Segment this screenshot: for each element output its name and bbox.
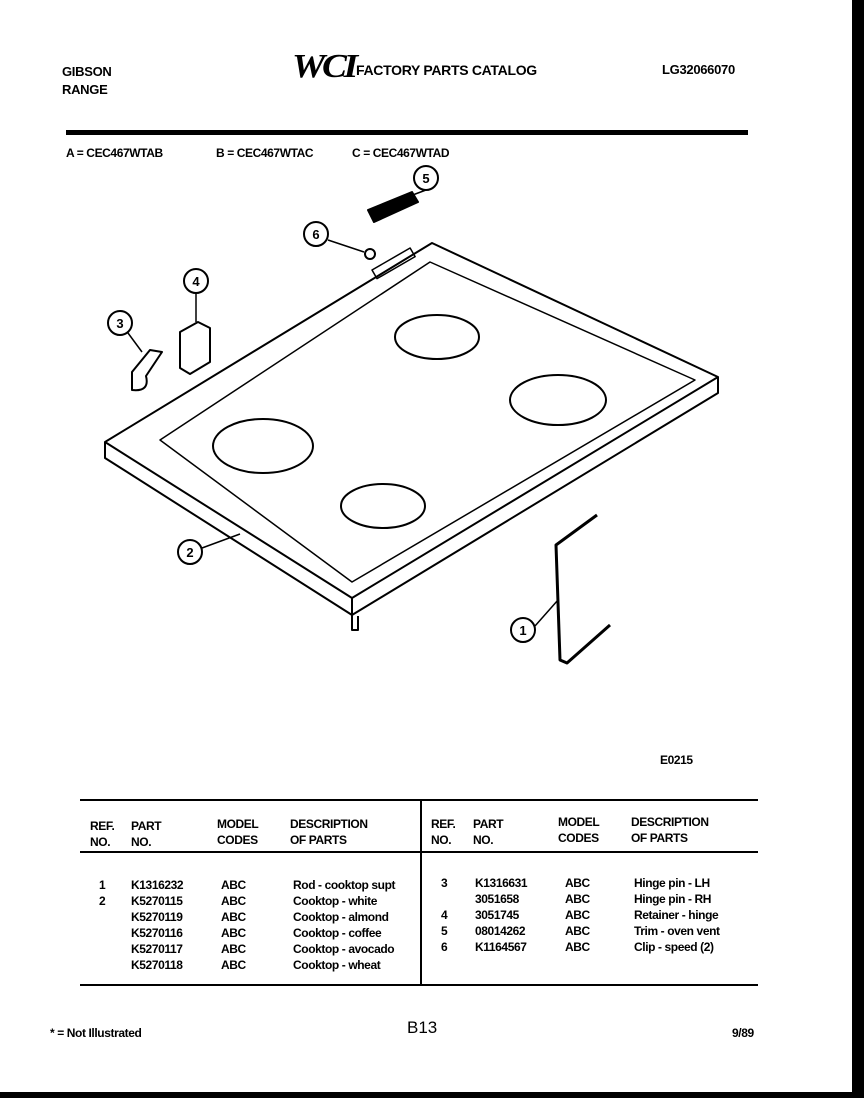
callout-5: 5	[422, 171, 430, 186]
cell-part: K5270117	[131, 942, 183, 956]
hinge-pin	[132, 350, 162, 390]
cell-codes: ABC	[221, 894, 246, 908]
cell-codes: ABC	[221, 926, 246, 940]
header-desc: DESCRIPTION OF PARTS	[631, 815, 709, 845]
hinge-retainer	[180, 322, 210, 374]
table-divider	[420, 800, 422, 985]
cell-ref: 1	[99, 878, 106, 892]
callout-1: 1	[519, 623, 527, 638]
speed-clip	[365, 249, 375, 259]
cell-desc: Cooktop - almond	[293, 910, 389, 924]
cell-part: K5270116	[131, 926, 183, 940]
catalog-title: FACTORY PARTS CATALOG	[356, 62, 537, 78]
callout-3: 3	[116, 316, 124, 331]
header-ref: REF. NO.	[90, 819, 115, 849]
cell-part: K5270115	[131, 894, 183, 908]
cell-ref: 5	[441, 924, 448, 938]
table-header-rule	[80, 851, 758, 853]
header-model: MODEL CODES	[217, 817, 259, 847]
cell-part: 3051658	[475, 892, 519, 906]
cell-codes: ABC	[565, 908, 590, 922]
cell-part: K1316631	[475, 876, 528, 890]
cell-codes: ABC	[565, 940, 590, 954]
cell-part: K5270118	[131, 958, 183, 972]
callout-2: 2	[186, 545, 194, 560]
cooktop-panel	[105, 243, 718, 630]
cell-codes: ABC	[221, 878, 246, 892]
cell-ref: 3	[441, 876, 448, 890]
cell-desc: Hinge pin - RH	[634, 892, 712, 906]
figure-code: E0215	[660, 753, 693, 767]
cell-desc: Rod - cooktop supt	[293, 878, 396, 892]
cell-desc: Hinge pin - LH	[634, 876, 710, 890]
model-c: C = CEC467WTAD	[352, 146, 450, 160]
header-model: MODEL CODES	[558, 815, 600, 845]
page-edge-bottom	[0, 1092, 864, 1098]
cell-part: K1164567	[475, 940, 527, 954]
cell-part: K5270119	[131, 910, 183, 924]
cell-codes: ABC	[565, 876, 590, 890]
table-top-rule	[80, 799, 758, 801]
header-ref: REF. NO.	[431, 817, 456, 847]
header-part: PART NO.	[131, 819, 162, 849]
callout-4: 4	[192, 274, 200, 289]
cell-codes: ABC	[221, 942, 246, 956]
callout-6: 6	[312, 227, 320, 242]
cell-desc: Cooktop - white	[293, 894, 377, 908]
page-number: B13	[407, 1018, 438, 1037]
cell-ref: 4	[441, 908, 448, 922]
model-b: B = CEC467WTAC	[216, 146, 314, 160]
cell-part: K1316232	[131, 878, 184, 892]
cell-desc: Cooktop - coffee	[293, 926, 382, 940]
revision-date: 9/89	[732, 1026, 754, 1040]
cell-ref: 2	[99, 894, 106, 908]
header-part: PART NO.	[473, 817, 504, 847]
cell-part: 3051745	[475, 908, 519, 922]
catalog-number: LG32066070	[662, 62, 735, 77]
brand-name: GIBSON	[62, 64, 112, 79]
cell-codes: ABC	[565, 892, 590, 906]
cooktop-support-rod	[556, 515, 610, 663]
table-bottom-rule	[80, 984, 758, 986]
header-desc: DESCRIPTION OF PARTS	[290, 817, 368, 847]
cell-desc: Retainer - hinge	[634, 908, 719, 922]
model-a: A = CEC467WTAB	[66, 146, 163, 160]
cell-desc: Cooktop - wheat	[293, 958, 381, 972]
cell-part: 08014262	[475, 924, 526, 938]
cell-codes: ABC	[221, 910, 246, 924]
wci-logo: WCI	[292, 48, 355, 85]
cell-ref: 6	[441, 940, 448, 954]
cell-desc: Cooktop - avocado	[293, 942, 395, 956]
cell-codes: ABC	[565, 924, 590, 938]
cell-desc: Trim - oven vent	[634, 924, 720, 938]
cell-codes: ABC	[221, 958, 246, 972]
product-type: RANGE	[62, 82, 108, 97]
cell-desc: Clip - speed (2)	[634, 940, 714, 954]
not-illustrated-note: * = Not Illustrated	[50, 1026, 142, 1040]
